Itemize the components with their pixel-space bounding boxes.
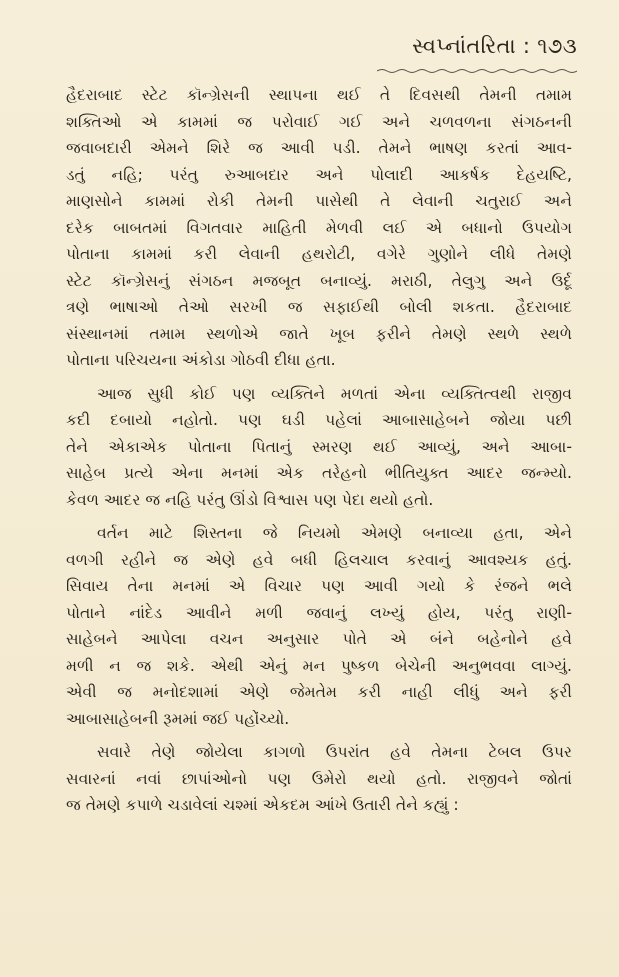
text-line: ડતું નહિ; પરંતુ રુઆબદાર અને પોલાદી આકર્ષક દેહયષ્ટિ, — [66, 165, 572, 184]
page-header — [377, 34, 577, 78]
text-line: જ તેમણે કપાળે ચડાવેલાં ચશ્માં એકદમ આંખે ઉતારી તેને કહ્યું : — [66, 796, 459, 814]
paragraph — [66, 739, 572, 819]
text-line: કેવળ આદર જ નહિ પરંતુ ઊંડો વિશ્વાસ પણ પેદા થયો હતો. — [66, 490, 434, 509]
text-line: એવી જ મનોદશામાં એણે જેમતેમ કરી નાહી લીધું અને ફરી — [66, 683, 572, 701]
text-line: હૈદરાબાદ સ્ટેટ કૉન્ગ્રેસની સ્થાપના થઈ તે દિવસથી તેમની તમામ — [66, 86, 572, 104]
text-line: માણસોને કામમાં રોકી તેમની પાસેથી તે લેવાની ચતુરાઈ અને — [66, 192, 572, 210]
text-line: આજ સુધી કોઈ પણ વ્યક્તિને મળતાં એના વ્યક્તિત્વથી રાજીવ — [97, 384, 572, 403]
text-line: દરેક બાબતમાં વિગતવાર માહિતી મેળવી લઈ એ બધાનો ઉપયોગ — [66, 218, 572, 237]
text-line: પોતાના કામમાં કરી લેવાની હથરોટી, વગેરે ગુણોને લીધે તેમણે — [66, 245, 572, 263]
text-line: પોતાને નાંદેડ આવીને મળી જવાનું લખ્યું હોય, પરંતુ રાણી- — [66, 603, 572, 622]
text-line: વળગી રહીને જ એણે હવે બધી હિલચાલ કરવાનું આવશ્યક હતું. — [66, 550, 572, 569]
text-line: ત્રણે ભાષાઓ તેઓ સરખી જ સફાઈથી બોલી શકતા. હૈદરાબાદ — [66, 298, 572, 316]
text-line: સ્ટેટ કૉન્ગ્રેસનું સંગઠન મજબૂત બનાવ્યું. મરાઠી, તેલુગુ અને ઉર્દૂ — [66, 271, 572, 290]
text-line: તેને એકાએક પોતાના પિતાનું સ્મરણ થઈ આવ્યું, અને આબા- — [66, 437, 572, 456]
text-line: સિવાય તેના મનમાં એ વિચાર પણ આવી ગયો કે રંજને ભલે — [66, 577, 572, 595]
paragraph — [66, 82, 572, 374]
paragraph — [66, 381, 572, 514]
text-line: મળી ન જ શકે. એથી એનું મન પુષ્કળ બેચેની અનુભવવા લાગ્યું. — [66, 656, 572, 675]
text-line: સંસ્થાનમાં તમામ સ્થળોએ જાતે ખૂબ ફરીને તેમણે સ્થળે સ્થળે — [66, 324, 572, 343]
paragraph — [66, 520, 572, 732]
header-wavy-rule — [377, 68, 577, 74]
running-title: સ્વપ્નાંતરિતા : ૧૭૩ — [412, 34, 577, 58]
text-line: સાહેબને આપેલા વચન અનુસાર પોતે એ બંને બહેનોને હવે — [66, 630, 572, 648]
text-line: સવારે તેણે જોયેલા કાગળો ઉપરાંત હવે તેમના ટેબલ ઉપર — [97, 743, 572, 761]
text-line: આબાસાહેબની રૂમમાં જઈ પહોંચ્યો. — [66, 709, 290, 728]
text-line: પોતાના પરિચયના અંકોડા ગોઠવી દીધા હતા. — [66, 351, 336, 369]
text-line: સાહેબ પ્રત્યે એના મનમાં એક તરેહનો ભીતિયુક્ત આદર જન્મ્યો. — [66, 464, 572, 482]
text-line: કદી દબાયો નહોતો. પણ ઘડી પહેલાં આબાસાહેબને જોયા પછી — [66, 411, 572, 429]
text-line: શક્તિઓ એ કામમાં જ પરોવાઈ ગઈ અને ચળવળના સંગઠનની — [66, 112, 572, 131]
body-text — [66, 82, 572, 819]
text-line: વર્તન માટે શિસ્તના જે નિયમો એમણે બનાવ્યા હતા, એને — [97, 524, 572, 542]
text-line: સવારનાં નવાં છાપાંઓનો પણ ઉમેરો થયો હતો. રાજીવને જોતાં — [66, 769, 572, 788]
text-line: જવાબદારી એમને શિરે જ આવી પડી. તેમને ભાષણ કરતાં આવ- — [66, 139, 572, 157]
